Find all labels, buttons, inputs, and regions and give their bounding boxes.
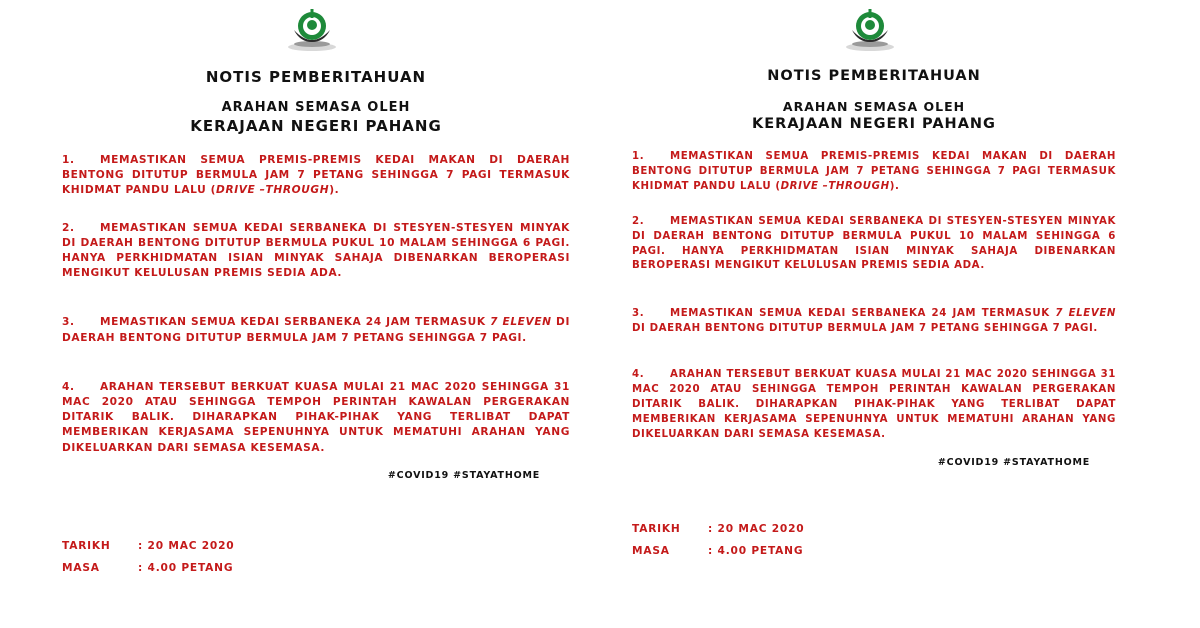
directive-list [62, 153, 570, 456]
directive-item-1 [632, 150, 1116, 195]
item-emphasis: DRIVE –THROUGH [216, 184, 330, 197]
notice-title: NOTIS PEMBERITAHUAN [205, 68, 427, 86]
item-text: MEMASTIKAN SEMUA KEDAI SERBANEKA DI STESYEN-STESYEN MINYAK DI DAERAH BENTONG DITUTUP BERMULA PUKUL 10 MALAM SEHINGGA 6 PAGI. HANYA PERKHIDMATAN ISIAN MINYAK SAHAJA DIBENARKAN BEROPERASI MENGIKUT KELULUSAN PREMIS SEDIA ADA. [632, 215, 1116, 272]
directive-item-4 [632, 368, 1116, 443]
notice-subtitle-2: KERAJAAN NEGERI PAHANG [190, 117, 442, 135]
item-emphasis: 7 ELEVEN [1055, 308, 1117, 320]
item-number: 1. [62, 154, 75, 166]
time-value: : 4.00 PETANG [708, 544, 804, 557]
item-text-end: DI DAERAH BENTONG DITUTUP BERMULA JAM 7 PETANG SEHINGGA 7 PAGI. [62, 316, 570, 344]
item-text-end: ). [329, 184, 340, 197]
item-number: 3. [632, 308, 645, 320]
time-row [62, 557, 570, 579]
date-label: TARIKH [632, 522, 681, 535]
item-emphasis: 7 ELEVEN [490, 316, 552, 329]
notice-subtitle-1: ARAHAN SEMASA OLEH [221, 100, 411, 115]
item-emphasis: DRIVE –THROUGH [780, 180, 890, 192]
notice-meta [62, 535, 570, 579]
item-number: 4. [632, 369, 645, 381]
item-number: 3. [62, 316, 75, 329]
date-row [62, 535, 570, 557]
notice-meta [632, 518, 1116, 562]
notice-left [62, 8, 570, 579]
directive-item-1 [62, 153, 570, 199]
hashtag: #COVID19 #STAYATHOME [387, 469, 540, 481]
date-value: : 20 MAC 2020 [708, 522, 805, 535]
date-row [632, 518, 1116, 540]
item-number: 2. [632, 215, 645, 227]
item-text: MEMASTIKAN SEMUA KEDAI SERBANEKA DI STESYEN-STESYEN MINYAK DI DAERAH BENTONG DITUTUP BERMULA PUKUL 10 MALAM SEHINGGA 6 PAGI. HANYA PERKHIDMATAN ISIAN MINYAK SAHAJA DIBENARKAN BEROPERASI MENGIKUT KELULUSAN PREMIS SEDIA ADA. [62, 221, 570, 280]
item-text: MEMASTIKAN SEMUA PREMIS-PREMIS KEDAI MAKAN DI DAERAH BENTONG DITUTUP BERMULA JAM 7 PETANG SEHINGGA 7 PAGI TERMASUK KHIDMAT PANDU LALU ( [62, 154, 570, 197]
time-row [632, 540, 1116, 562]
notice-right [632, 8, 1116, 562]
notice-title: NOTIS PEMBERITAHUAN [767, 68, 981, 84]
time-label: MASA [62, 561, 100, 574]
item-text: MEMASTIKAN SEMUA KEDAI SERBANEKA 24 JAM TERMASUK [100, 316, 491, 329]
directive-item-2 [62, 221, 570, 282]
item-number: 4. [62, 380, 75, 393]
item-number: 1. [632, 151, 645, 162]
directive-list [632, 150, 1116, 443]
state-crest-icon [54, 8, 570, 54]
item-text-end: DI DAERAH BENTONG DITUTUP BERMULA JAM 7 PETANG SEHINGGA 7 PAGI. [632, 323, 1098, 335]
notice-subtitle-2: KERAJAAN NEGERI PAHANG [752, 116, 996, 132]
item-number: 2. [62, 221, 75, 234]
date-value: : 20 MAC 2020 [138, 539, 235, 552]
directive-item-3 [632, 307, 1116, 337]
item-text: ARAHAN TERSEBUT BERKUAT KUASA MULAI 21 MAC 2020 SEHINGGA 31 MAC 2020 ATAU SEHINGGA TEMPOH PERINTAH KAWALAN PERGERAKAN DITARIK BALIK. DIHARAPKAN PIHAK-PIHAK YANG TERLIBAT DAPAT MEMBERIKAN KERJASAMA SEPENUHNYA UNTUK MEMATUHI ARAHAN YANG DIKELUARKAN DARI SEMASA KESEMASA. [632, 369, 1116, 440]
hashtag: #COVID19 #STAYATHOME [937, 456, 1090, 468]
date-label: TARIKH [62, 539, 111, 552]
item-text: ARAHAN TERSEBUT BERKUAT KUASA MULAI 21 MAC 2020 SEHINGGA 31 MAC 2020 ATAU SEHINGGA TEMPOH PERINTAH KAWALAN PERGERAKAN DITARIK BALIK. DIHARAPKAN PIHAK-PIHAK YANG TERLIBAT DAPAT MEMBERIKAN KERJASAMA SEPENUHNYA UNTUK MEMATUHI ARAHAN YANG DIKELUARKAN DARI SEMASA KESEMASA. [62, 380, 570, 454]
state-crest-icon [624, 8, 1116, 54]
time-value: : 4.00 PETANG [138, 561, 234, 574]
directive-item-3 [62, 315, 570, 345]
directive-item-4 [62, 380, 570, 456]
notice-subtitle-1: ARAHAN SEMASA OLEH [782, 99, 966, 114]
directive-item-2 [632, 215, 1116, 275]
item-text: MEMASTIKAN SEMUA KEDAI SERBANEKA 24 JAM TERMASUK [670, 308, 1056, 320]
time-label: MASA [632, 544, 670, 557]
item-text: MEMASTIKAN SEMUA PREMIS-PREMIS KEDAI MAKAN DI DAERAH BENTONG DITUTUP BERMULA JAM 7 PETANG SEHINGGA 7 PAGI TERMASUK KHIDMAT PANDU LALU ( [632, 151, 1116, 192]
item-text-end: ). [889, 180, 900, 192]
